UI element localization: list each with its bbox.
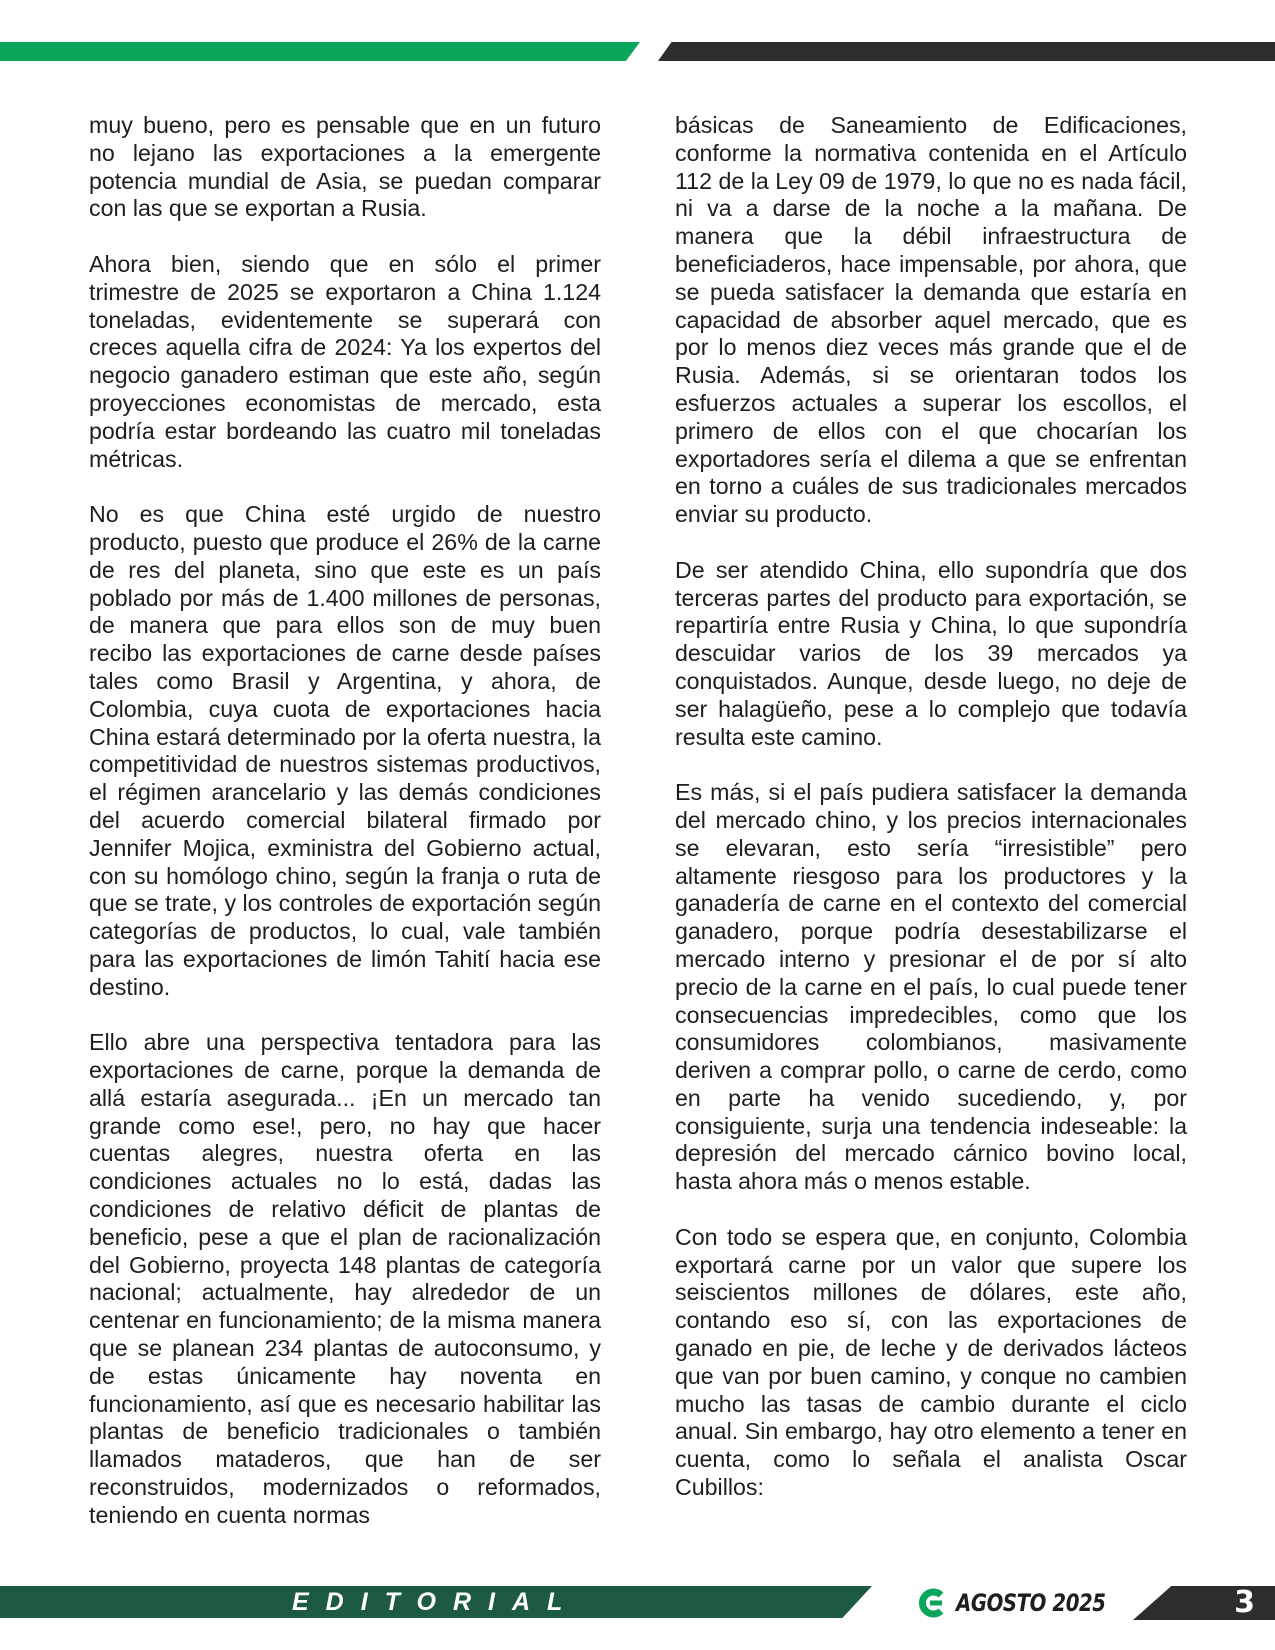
paragraph: Ello abre una perspectiva tentadora para las exportaciones de carne, porque la demanda de allá estaría asegurada... ¡En un mercado tan grande como ese!, pero, no hay que hacer cuentas alegres, nuestra oferta en las condiciones actuales no lo está, dadas las condiciones de relativo déficit de plantas de beneficio, pese a que el plan de racionalización del Gobierno, proyecta 148 plantas de categoría nacional; actualmente, hay alrededor de un centenar en funcionamiento; de la misma manera que se planean 234 plantas de autoconsumo, y de estas únicamente hay noventa en funcionamiento, así que es necesario habilitar las plantas de beneficio tradicionales o también llamados mataderos, que han de ser reconstruidos, modernizados o reformados, teniendo en cuenta normas bbox=[89, 1029, 601, 1528]
top-accent-bar-green bbox=[0, 42, 640, 61]
text-column-right bbox=[675, 112, 1187, 1502]
paragraph: muy bueno, pero es pensable que en un futuro no lejano las exportaciones a la emergente potencia mundial de Asia, se puedan comparar con las que se exportan a Rusia. bbox=[89, 112, 601, 222]
paragraph: básicas de Saneamiento de Edificaciones, conforme la normativa contenida en el Artículo 112 de la Ley 09 de 1979, lo que no es nada fácil, ni va a darse de la noche a la mañana. De manera que la débil infraestructura de beneficiaderos, hace impensable, por ahora, que se pueda satisfacer la demanda que estaría en capacidad de absorber aquel mercado, que es por lo menos diez veces más grande que el de Rusia. Además, si se orientaran todos los esfuerzos actuales a superar los escollos, el primero de ellos con el que chocarían los exportadores sería el dilema a que se enfrentan en torno a cuáles de sus tradicionales mercados enviar su producto. bbox=[675, 112, 1187, 528]
paragraph: No es que China esté urgido de nuestro producto, puesto que produce el 26% de la carne de res del planeta, sino que este es un país poblado por más de 1.400 millones de personas, de manera que para ellos son de muy buen recibo las exportaciones de carne desde países tales como Brasil y Argentina, y ahora, de Colombia, cuya cuota de exportaciones hacia China estará determinado por la oferta nuestra, la competitividad de nuestros sistemas productivos, el régimen arancelario y las demás condiciones del acuerdo comercial bilateral firmado por Jennifer Mojica, exministra del Gobierno actual, con su homólogo chino, según la franja o ruta de que se trate, y los controles de exportación según categorías de productos, lo cual, vale también para las exportaciones de limón Tahití hacia ese destino. bbox=[89, 501, 601, 1000]
paragraph: De ser atendido China, ello supondría que dos terceras partes del producto para exportación, se repartiría entre Rusia y China, lo que supondría descuidar varios de los 39 mercados ya conquistados. Aunque, desde luego, no deje de ser halagüeño, pese a lo complejo que todavía resulta este camino. bbox=[675, 556, 1187, 750]
paragraph: Es más, si el país pudiera satisfacer la demanda del mercado chino, y los precios internacionales se elevaran, esto sería “irresistible” pero altamente riesgoso para los productores y la ganadería de carne en el contexto del comercial ganadero, porque podría desestabilizarse el mercado interno y presionar el de por sí alto precio de la carne en el país, lo cual puede tener consecuencias impredecibles, como que los consumidores colombianos, masivamente deriven a comprar pollo, o carne de cerdo, como en parte ha venido sucediendo, y, por consiguiente, surja una tendencia indeseable: la depresión del mercado cárnico bovino local, hasta ahora más o menos estable. bbox=[675, 779, 1187, 1195]
paragraph: Ahora bien, siendo que en sólo el primer trimestre de 2025 se exportaron a China 1.124 toneladas, evidentemente se superará con creces aquella cifra de 2024: Ya los expertos del negocio ganadero estiman que este año, según proyecciones economistas de mercado, esta podría estar bordeando las cuatro mil toneladas métricas. bbox=[89, 250, 601, 472]
text-column-left bbox=[89, 112, 601, 1530]
top-accent-bar-dark bbox=[658, 42, 1275, 61]
magazine-logo-icon bbox=[917, 1588, 947, 1618]
paragraph: Con todo se espera que, en conjunto, Colombia exportará carne por un valor que supere los seiscientos millones de dólares, este año, contando eso sí, con las exportaciones de ganado en pie, de leche y de derivados lácteos que van por buen camino, y conque no cambien mucho las tasas de cambio durante el ciclo anual. Sin embargo, hay otro elemento a tener en cuenta, como lo señala el analista Oscar Cubillos: bbox=[675, 1223, 1187, 1501]
issue-date: AGOSTO 2025 bbox=[956, 1589, 1106, 1617]
footer-section-label: EDITORIAL bbox=[292, 1588, 580, 1616]
page-number: 3 bbox=[1234, 1585, 1255, 1620]
